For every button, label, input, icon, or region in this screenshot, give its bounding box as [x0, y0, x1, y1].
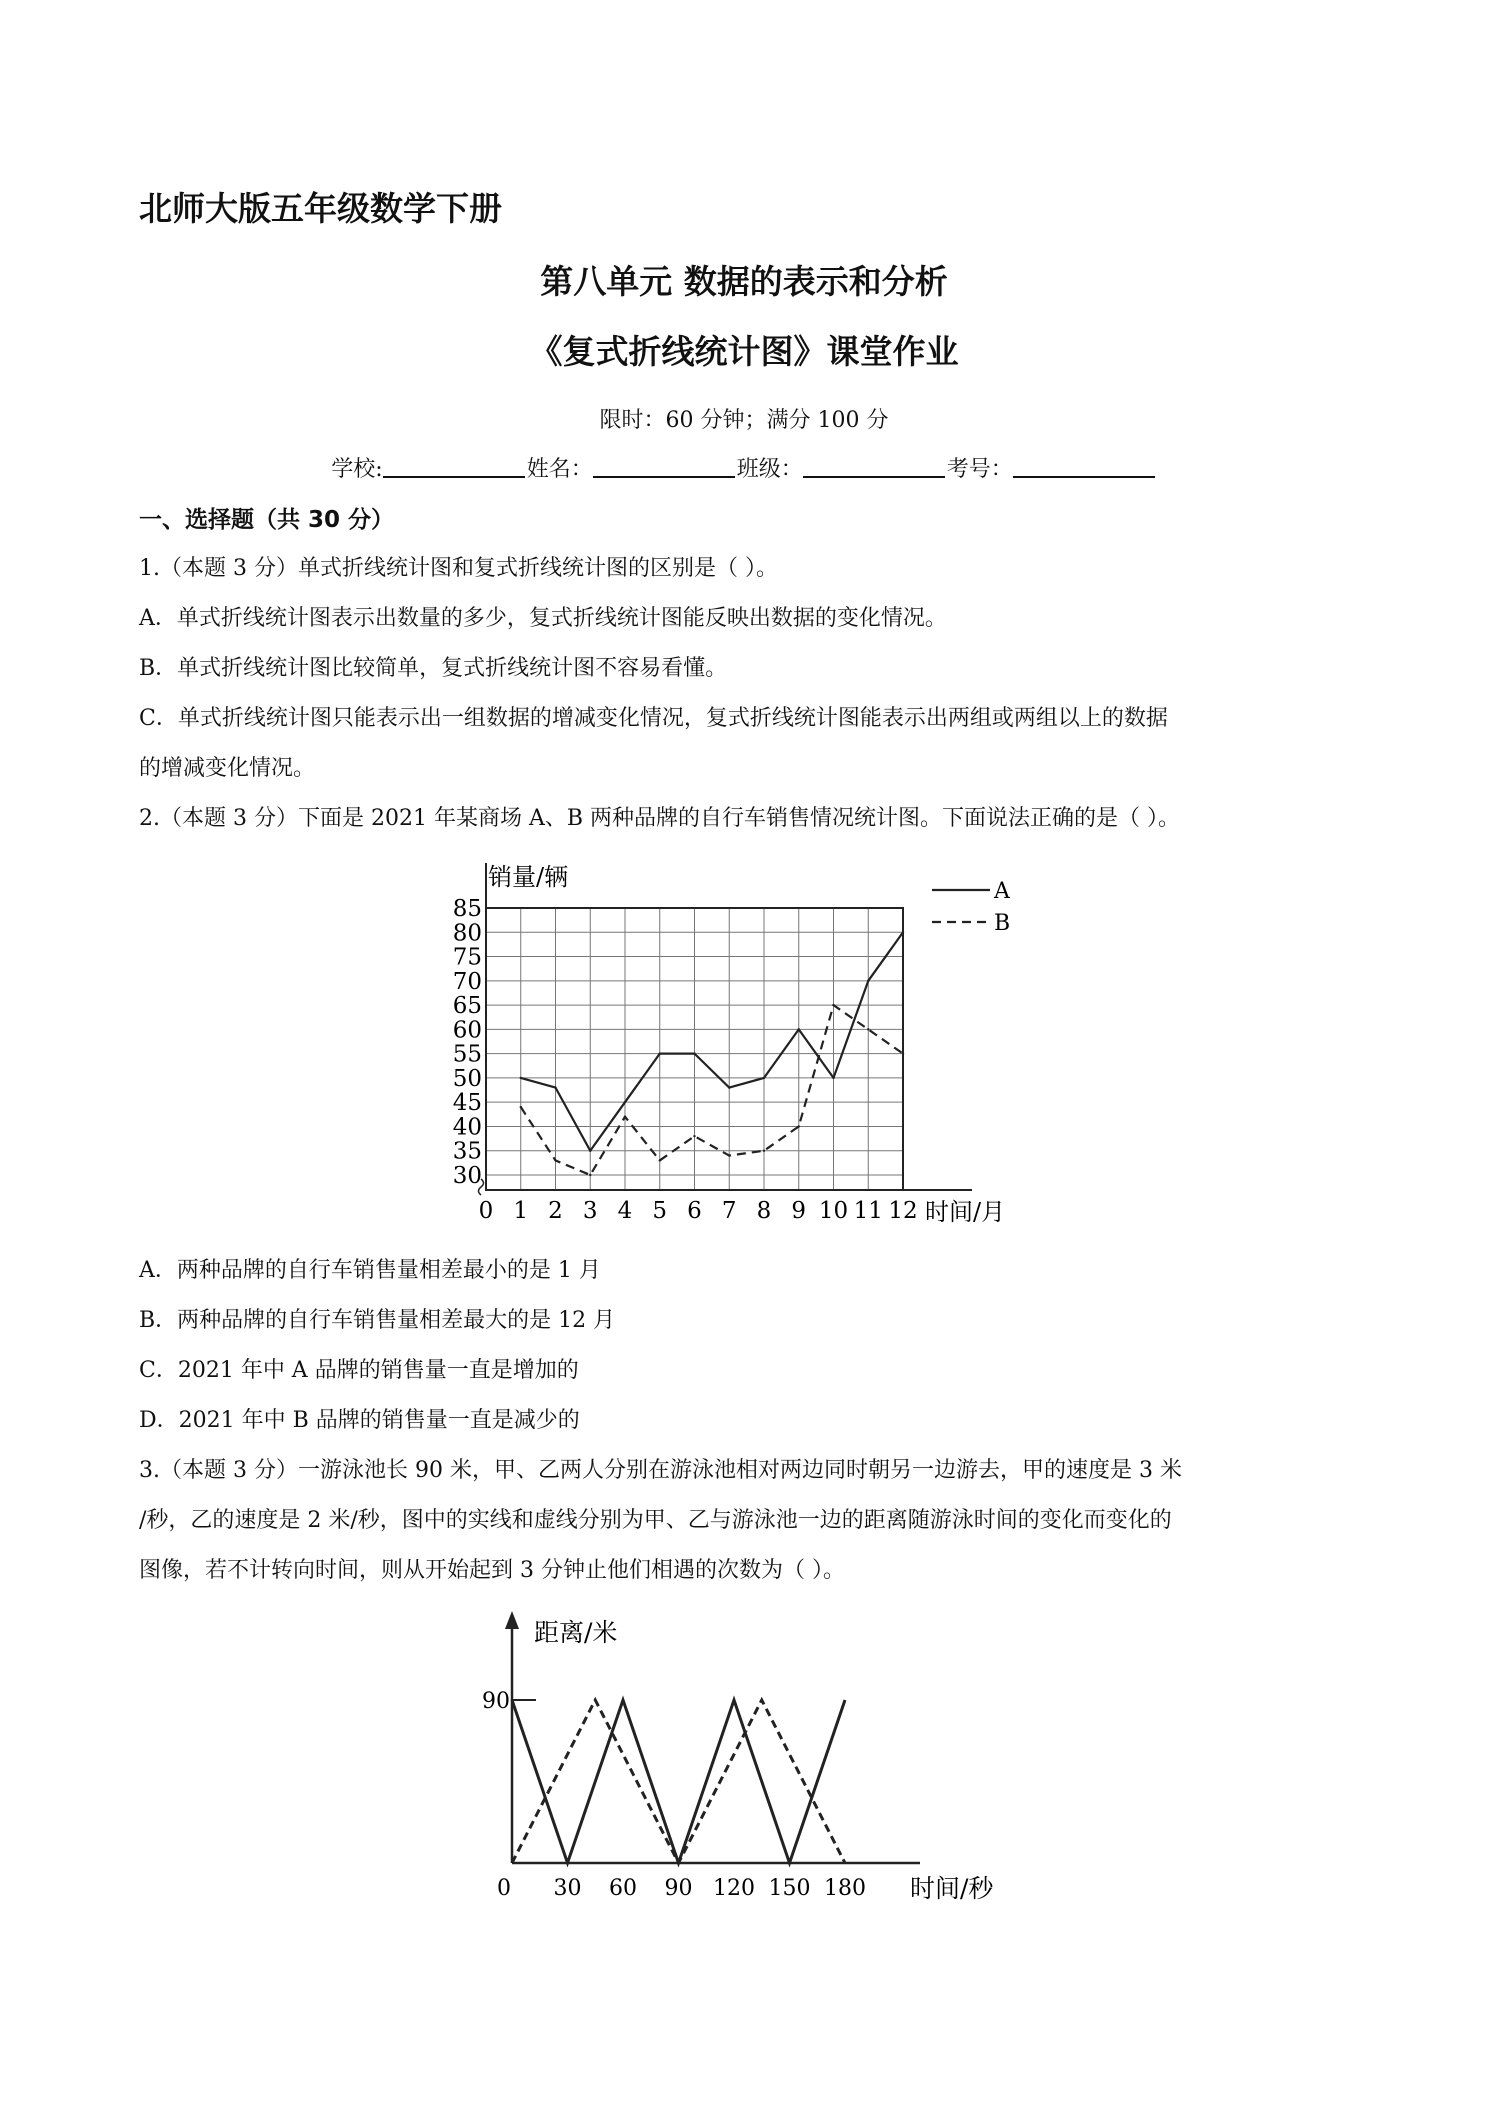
y-axis-title: 距离/米 — [534, 1618, 618, 1647]
x-tick-label: 90 — [664, 1876, 693, 1901]
legend-B-label: B — [994, 911, 1011, 936]
y-tick-label: 60 — [452, 1017, 482, 1044]
q1-option-c: C．单式折线统计图只能表示出一组数据的增减变化情况，复式折线统计图能表示出两组或两组以上的数据 — [139, 706, 1168, 731]
q3-line-2: /秒，乙的速度是 2 米/秒，图中的实线和虚线分别为甲、乙与游泳池一边的距离随游泳时间的变化而变化的 — [139, 1508, 1172, 1533]
x-tick-label: 30 — [553, 1876, 582, 1901]
x-axis-title: 时间/秒 — [910, 1874, 994, 1903]
series-A-point — [589, 1150, 591, 1152]
series-A-point — [554, 1086, 556, 1088]
y-tick-label: 45 — [452, 1090, 482, 1117]
series-B-point — [624, 1116, 626, 1118]
x-tick-label: 2 — [548, 1198, 563, 1224]
series-B-line — [521, 1005, 903, 1175]
x-tick-label: 12 — [888, 1198, 918, 1224]
q3-line-1: 3.（本题 3 分）一游泳池长 90 米，甲、乙两人分别在游泳池相对两边同时朝另一边游去，甲的速度是 3 米 — [139, 1458, 1182, 1483]
q1-option-c-cont: 的增减变化情况。 — [139, 756, 316, 781]
y-tick-label: 85 — [452, 896, 482, 922]
x-axis-title: 时间/月 — [925, 1198, 1006, 1226]
id-label: 考号： — [946, 457, 1013, 482]
x-tick-label: 0 — [497, 1876, 511, 1901]
q2-option-c: C．2021 年中 A 品牌的销售量一直是增加的 — [139, 1358, 579, 1383]
y-tick-label: 70 — [452, 968, 482, 995]
dashed-series-line — [512, 1700, 845, 1863]
class-label: 班级： — [736, 457, 803, 482]
series-A-point — [693, 1052, 695, 1054]
series-A-point — [520, 1077, 522, 1079]
series-B-point — [763, 1150, 765, 1152]
unit-title: 第八单元 数据的表示和分析 — [540, 262, 948, 301]
series-A-point — [902, 931, 904, 933]
x-tick-label: 11 — [853, 1198, 883, 1224]
name-label: 姓名： — [526, 457, 593, 482]
q2-option-d: D．2021 年中 B 品牌的销售量一直是减少的 — [139, 1408, 580, 1433]
series-A-line — [521, 932, 903, 1150]
x-tick-label: 120 — [713, 1876, 755, 1901]
y-tick-label: 55 — [452, 1041, 482, 1068]
series-A-point — [728, 1086, 730, 1088]
school-blank[interactable] — [383, 454, 525, 478]
school-label: 学校: — [331, 457, 383, 482]
series-B-point — [554, 1159, 556, 1161]
sales-chart — [440, 855, 1040, 1235]
q2-stem: 2.（本题 3 分）下面是 2021 年某商场 A、B 两种品牌的自行车销售情况统计图。下面说法正确的是（ ）。 — [139, 806, 1180, 831]
x-tick-label: 7 — [721, 1198, 737, 1224]
x-tick-label: 0 — [478, 1198, 494, 1224]
section-heading: 一、选择题（共 30 分） — [139, 507, 395, 533]
x-tick-label: 1 — [513, 1198, 529, 1224]
class-blank[interactable] — [803, 454, 945, 478]
x-tick-label: 6 — [687, 1198, 702, 1224]
x-tick-label: 60 — [609, 1876, 637, 1901]
series-A-point — [624, 1101, 626, 1103]
distance-chart-lines — [512, 1700, 845, 1863]
x-tick-label: 9 — [791, 1198, 807, 1224]
id-blank[interactable] — [1013, 454, 1155, 478]
y-tick-label: 40 — [452, 1114, 482, 1141]
distance-chart-axes — [505, 1611, 920, 1863]
x-tick-label: 8 — [756, 1198, 772, 1224]
y-tick-label: 75 — [452, 944, 482, 971]
sales-chart-grid — [486, 908, 903, 1190]
y-tick-label: 30 — [452, 1163, 482, 1189]
x-tick-label: 4 — [617, 1198, 633, 1224]
distance-chart — [460, 1605, 1020, 1905]
x-tick-label: 5 — [652, 1198, 668, 1224]
page-title: 《复式折线统计图》课堂作业 — [529, 332, 959, 371]
y-axis-title: 销量/辆 — [488, 863, 569, 891]
name-blank[interactable] — [593, 454, 735, 478]
x-tick-label: 150 — [768, 1876, 811, 1901]
x-tick-label: 180 — [824, 1876, 866, 1901]
sales-chart-labels — [453, 863, 1011, 1226]
series-A-point — [832, 1077, 834, 1079]
x-tick-label: 3 — [582, 1198, 598, 1224]
x-tick-label: 10 — [818, 1198, 849, 1224]
series-B-point — [693, 1135, 695, 1137]
series-B-point — [798, 1125, 800, 1127]
series-A-point — [798, 1028, 800, 1030]
time-limit: 限时：60 分钟；满分 100 分 — [599, 408, 889, 433]
series-A-point — [659, 1052, 661, 1054]
series-B-point — [867, 1028, 869, 1030]
series-B-point — [902, 1052, 904, 1054]
series-A-point — [867, 980, 869, 982]
solid-series-line — [512, 1700, 845, 1863]
student-info — [0, 452, 1488, 483]
series-A-point — [763, 1077, 765, 1079]
q1-stem: 1.（本题 3 分）单式折线统计图和复式折线统计图的区别是（ ）。 — [139, 556, 778, 581]
q1-option-a: A．单式折线统计图表示出数量的多少，复式折线统计图能反映出数据的变化情况。 — [139, 606, 947, 631]
series-B-point — [659, 1159, 661, 1161]
series-B-point — [589, 1174, 591, 1176]
y-axis-arrow — [505, 1611, 519, 1629]
legend-A-label: A — [994, 879, 1010, 904]
distance-chart-labels — [482, 1618, 994, 1903]
y-tick-label: 80 — [452, 920, 482, 947]
q2-option-a: A．两种品牌的自行车销售量相差最小的是 1 月 — [139, 1258, 601, 1283]
series-B-point — [728, 1154, 730, 1156]
q2-option-b: B．两种品牌的自行车销售量相差最大的是 12 月 — [139, 1308, 616, 1333]
q3-line-3: 图像，若不计转向时间，则从开始起到 3 分钟止他们相遇的次数为（ ）。 — [139, 1558, 845, 1583]
y-tick-label: 50 — [452, 1065, 482, 1092]
y-tick-label: 90 — [482, 1689, 510, 1714]
y-tick-label: 65 — [452, 993, 482, 1020]
series-B-point — [832, 1004, 834, 1006]
y-tick-label: 35 — [452, 1138, 482, 1165]
series-B-point — [520, 1106, 522, 1108]
q1-option-b: B．单式折线统计图比较简单，复式折线统计图不容易看懂。 — [139, 656, 728, 681]
book-title: 北师大版五年级数学下册 — [139, 189, 502, 228]
